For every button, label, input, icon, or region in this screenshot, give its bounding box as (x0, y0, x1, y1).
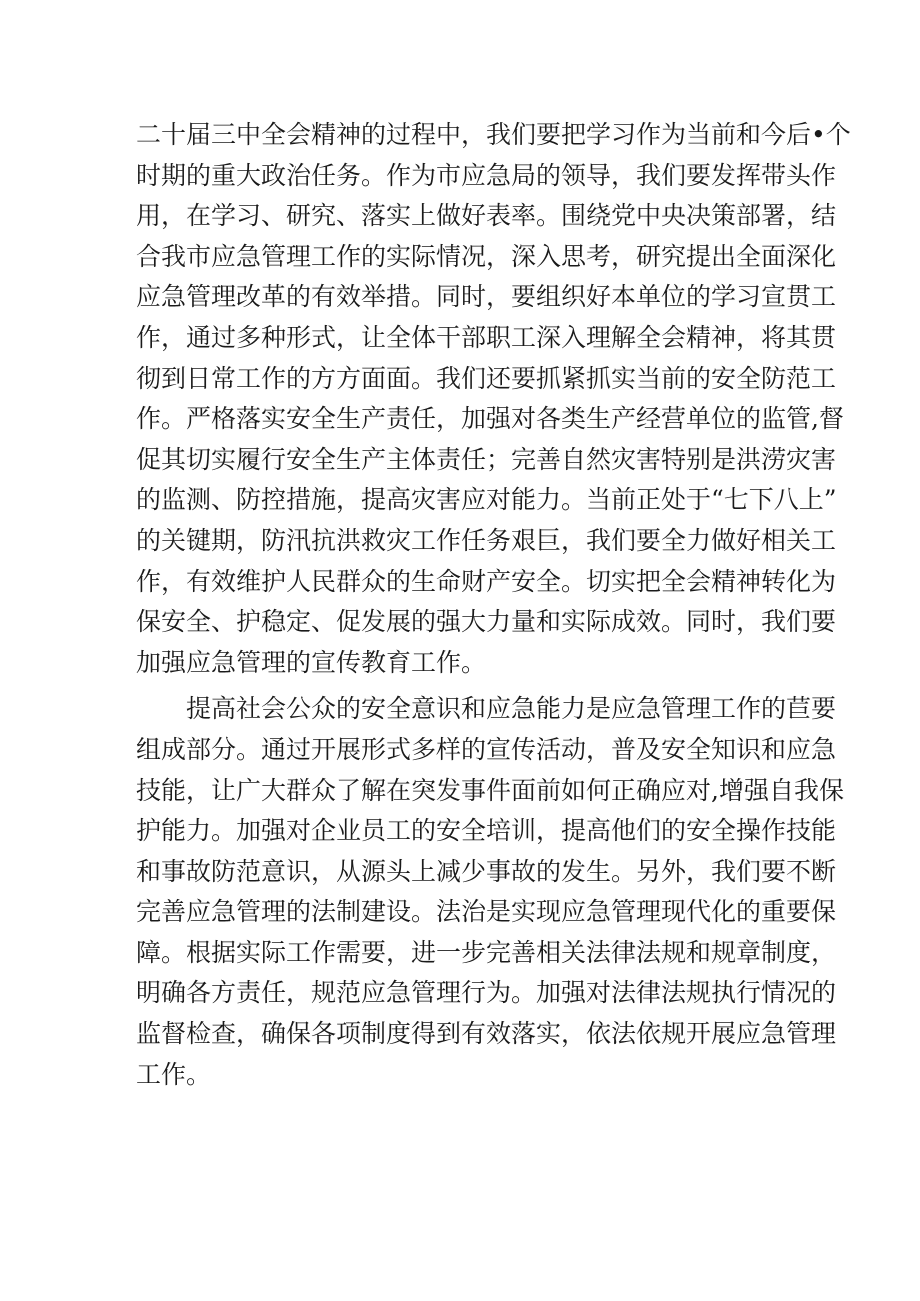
text-line: 的监测、防控措施，提高灾害应对能力。当前正处于“七下八上” (136, 485, 837, 515)
text-line: 彻到日常工作的方方面面。我们还要抓紧抓实当前的安全防范工 (136, 363, 837, 393)
text-line: 障。根据实际工作需要，进一步完善相关法律法规和规章制度， (136, 937, 837, 967)
text-line: 完善应急管理的法制建设。法治是实现应急管理现代化的重要保 (136, 897, 837, 927)
text-line: 时期的重大政治任务。作为市应急局的领导，我们要发挥带头作 (136, 160, 837, 190)
text-line: 明确各方责任，规范应急管理行为。加强对法律法规执行情况的 (136, 978, 837, 1008)
text-line: 和事故防范意识，从源头上减少事故的发生。另外，我们要不断 (136, 856, 837, 886)
text-line: 作。严格落实安全生产责任，加强对各类生产经营单位的监管,督 (136, 404, 844, 434)
text-line: 用，在学习、研究、落实上做好表率。围绕党中央决策部署，结 (136, 201, 837, 231)
text-line: 加强应急管理的宣传教育工作。 (136, 647, 487, 677)
text-line: 应急管理改革的有效举措。同时，要组织好本单位的学习宣贯工 (136, 282, 837, 312)
text-line: 作，有效维护人民群众的生命财产安全。切实把全会精神转化为 (136, 566, 837, 596)
paragraph-2 (136, 689, 844, 1095)
body-text (136, 115, 851, 1095)
text-line: 组成部分。通过开展形式多样的宣传活动，普及安全知识和应急 (136, 734, 837, 764)
text-line: 护能力。加强对企业员工的安全培训，提高他们的安全操作技能 (136, 816, 837, 846)
paragraph-1 (136, 115, 851, 683)
text-line: 作，通过多种形式，让全体干部职工深入理解全会精神，将其贯 (136, 322, 837, 352)
text-line: 监督检查，确保各项制度得到有效落实，依法依规开展应急管理 (136, 1019, 837, 1049)
text-line: 保安全、护稳定、促发展的强大力量和实际成效。同时，我们要 (136, 607, 837, 637)
text-line: 的关键期，防汛抗洪救灾工作任务艰巨，我们要全力做好相关工 (136, 525, 837, 555)
text-line: 合我市应急管理工作的实际情况，深入思考，研究提出全面深化 (136, 241, 837, 271)
text-line: 提高社会公众的安全意识和应急能力是应急管理工作的苣要 (186, 694, 837, 724)
text-line: 技能，让广大群众了解在突发事件面前如何正确应对,增强自我保 (136, 775, 844, 805)
text-line: 促其切实履行安全生产主体责任；完善自然灾害特别是洪涝灾害 (136, 444, 837, 474)
text-line: 工作。 (136, 1059, 212, 1089)
text-line: 二十届三中全会精神的过程中，我们要把学习作为当前和今后•个 (136, 120, 851, 149)
